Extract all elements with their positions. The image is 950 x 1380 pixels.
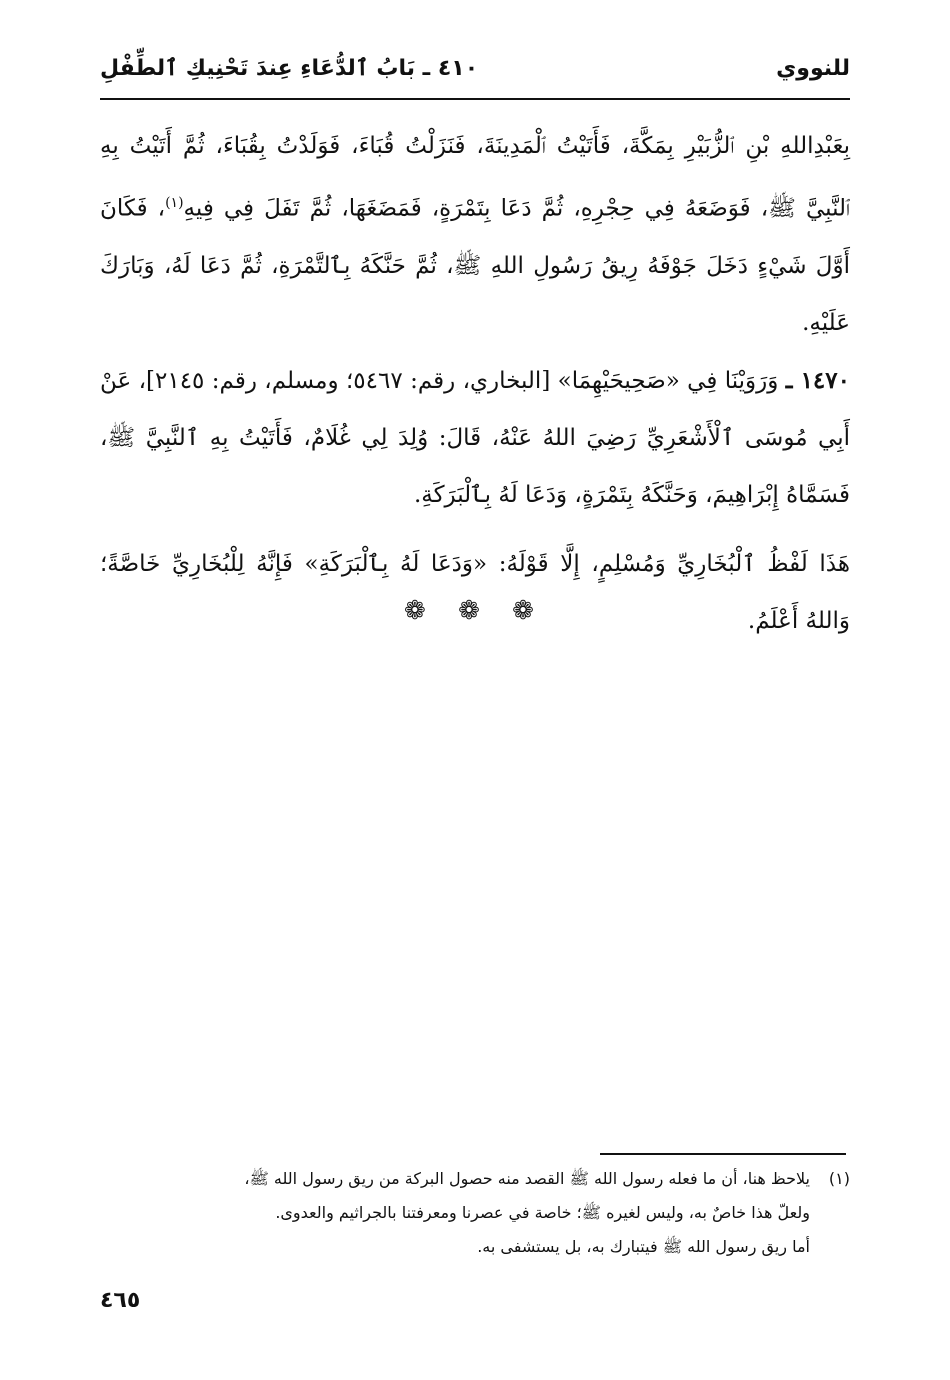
footnote-line-2: ولعلّ هذا خاصٌ به، وليس لغيره ﷺ؛ خاصة في عصرنا ومعرفتنا بالجراثيم والعدوى. [275, 1203, 810, 1222]
footnote-line-1-text: يلاحظ هنا، أن ما فعله رسول الله ﷺ القصد منه حصول البركة من ريق رسول الله ﷺ، [244, 1169, 810, 1188]
footnote [100, 1162, 850, 1264]
footnote-line-3: أما ريق رسول الله ﷺ فيتبارك به، بل يستشفى به. [477, 1237, 810, 1256]
paragraph-1-continuation: ، فَكَانَ أَوَّلَ شَيْءٍ دَخَلَ جَوْفَهُ رِيقُ رَسُولِ اللهِ ﷺ، ثُمَّ حَنَّكَهُ بِٱلتَّمْرَةِ، ثُمَّ دَعَا لَهُ، وَبَارَكَ عَلَيْهِ. [100, 195, 850, 336]
running-title: للنووي [776, 56, 850, 81]
paragraph-2 [100, 352, 850, 524]
section-ornament: ❁ ❁ ❁ [404, 596, 546, 626]
paragraph-1-text: بِعَبْدِاللهِ بْنِ ٱلزُّبَيْرِ بِمَكَّةَ، فَأَتَيْتُ ٱلْمَدِينَةَ، فَنَزَلْتُ قُبَاءَ، فَوَلَدْتُ بِقُبَاءَ، ثُمَّ أَتَيْتُ بِهِ ٱلنَّبِيَّ ﷺ، فَوَضَعَهُ فِي حِجْرِهِ، ثُمَّ دَعَا بِتَمْرَةٍ، فَمَضَغَهَا، ثُمَّ تَفَلَ فِي فِيهِ [100, 133, 850, 222]
paragraph-1 [100, 118, 850, 352]
footnote-line-1 [100, 1162, 850, 1196]
paragraph-2-text: وَرَوَيْنَا فِي «صَحِيحَيْهِمَا» [البخاري، رقم: ٥٤٦٧؛ ومسلم، رقم: ٢١٤٥]، عَنْ أَبِي مُوسَى ٱلْأَشْعَرِيِّ رَضِيَ اللهُ عَنْهُ، قَالَ: وُلِدَ لِي غُلَامٌ، فَأَتَيْتُ بِهِ ٱلنَّبِيَّ ﷺ، فَسَمَّاهُ إِبْرَاهِيمَ، وَحَنَّكَهُ بِتَمْرَةٍ، وَدَعَا لَهُ بِٱلْبَرَكَةِ. [100, 367, 850, 508]
page-header [100, 52, 850, 92]
header-rule [100, 98, 850, 100]
footnote-marker: (١) [828, 1169, 850, 1188]
paragraph-3: هَذَا لَفْظُ ٱلْبُخَارِيِّ وَمُسْلِمٍ، إِلَّا قَوْلَهُ: «وَدَعَا لَهُ بِٱلْبَرَكَةِ» فَإِنَّهُ لِلْبُخَارِيِّ خَاصَّةً؛ وَاللهُ أَعْلَمُ. [100, 550, 850, 634]
footnote-reference: (١) [165, 195, 184, 211]
page-number: ٤٦٥ [100, 1288, 141, 1313]
main-text [100, 118, 850, 650]
footnote-rule [600, 1153, 846, 1155]
chapter-title: ٤١٠ ـ بَابُ ٱلدُّعَاءِ عِندَ تَحْنِيكِ ٱلطِّفْلِ [100, 56, 479, 81]
hadith-number: ١٤٧٠ ـ [785, 366, 850, 394]
